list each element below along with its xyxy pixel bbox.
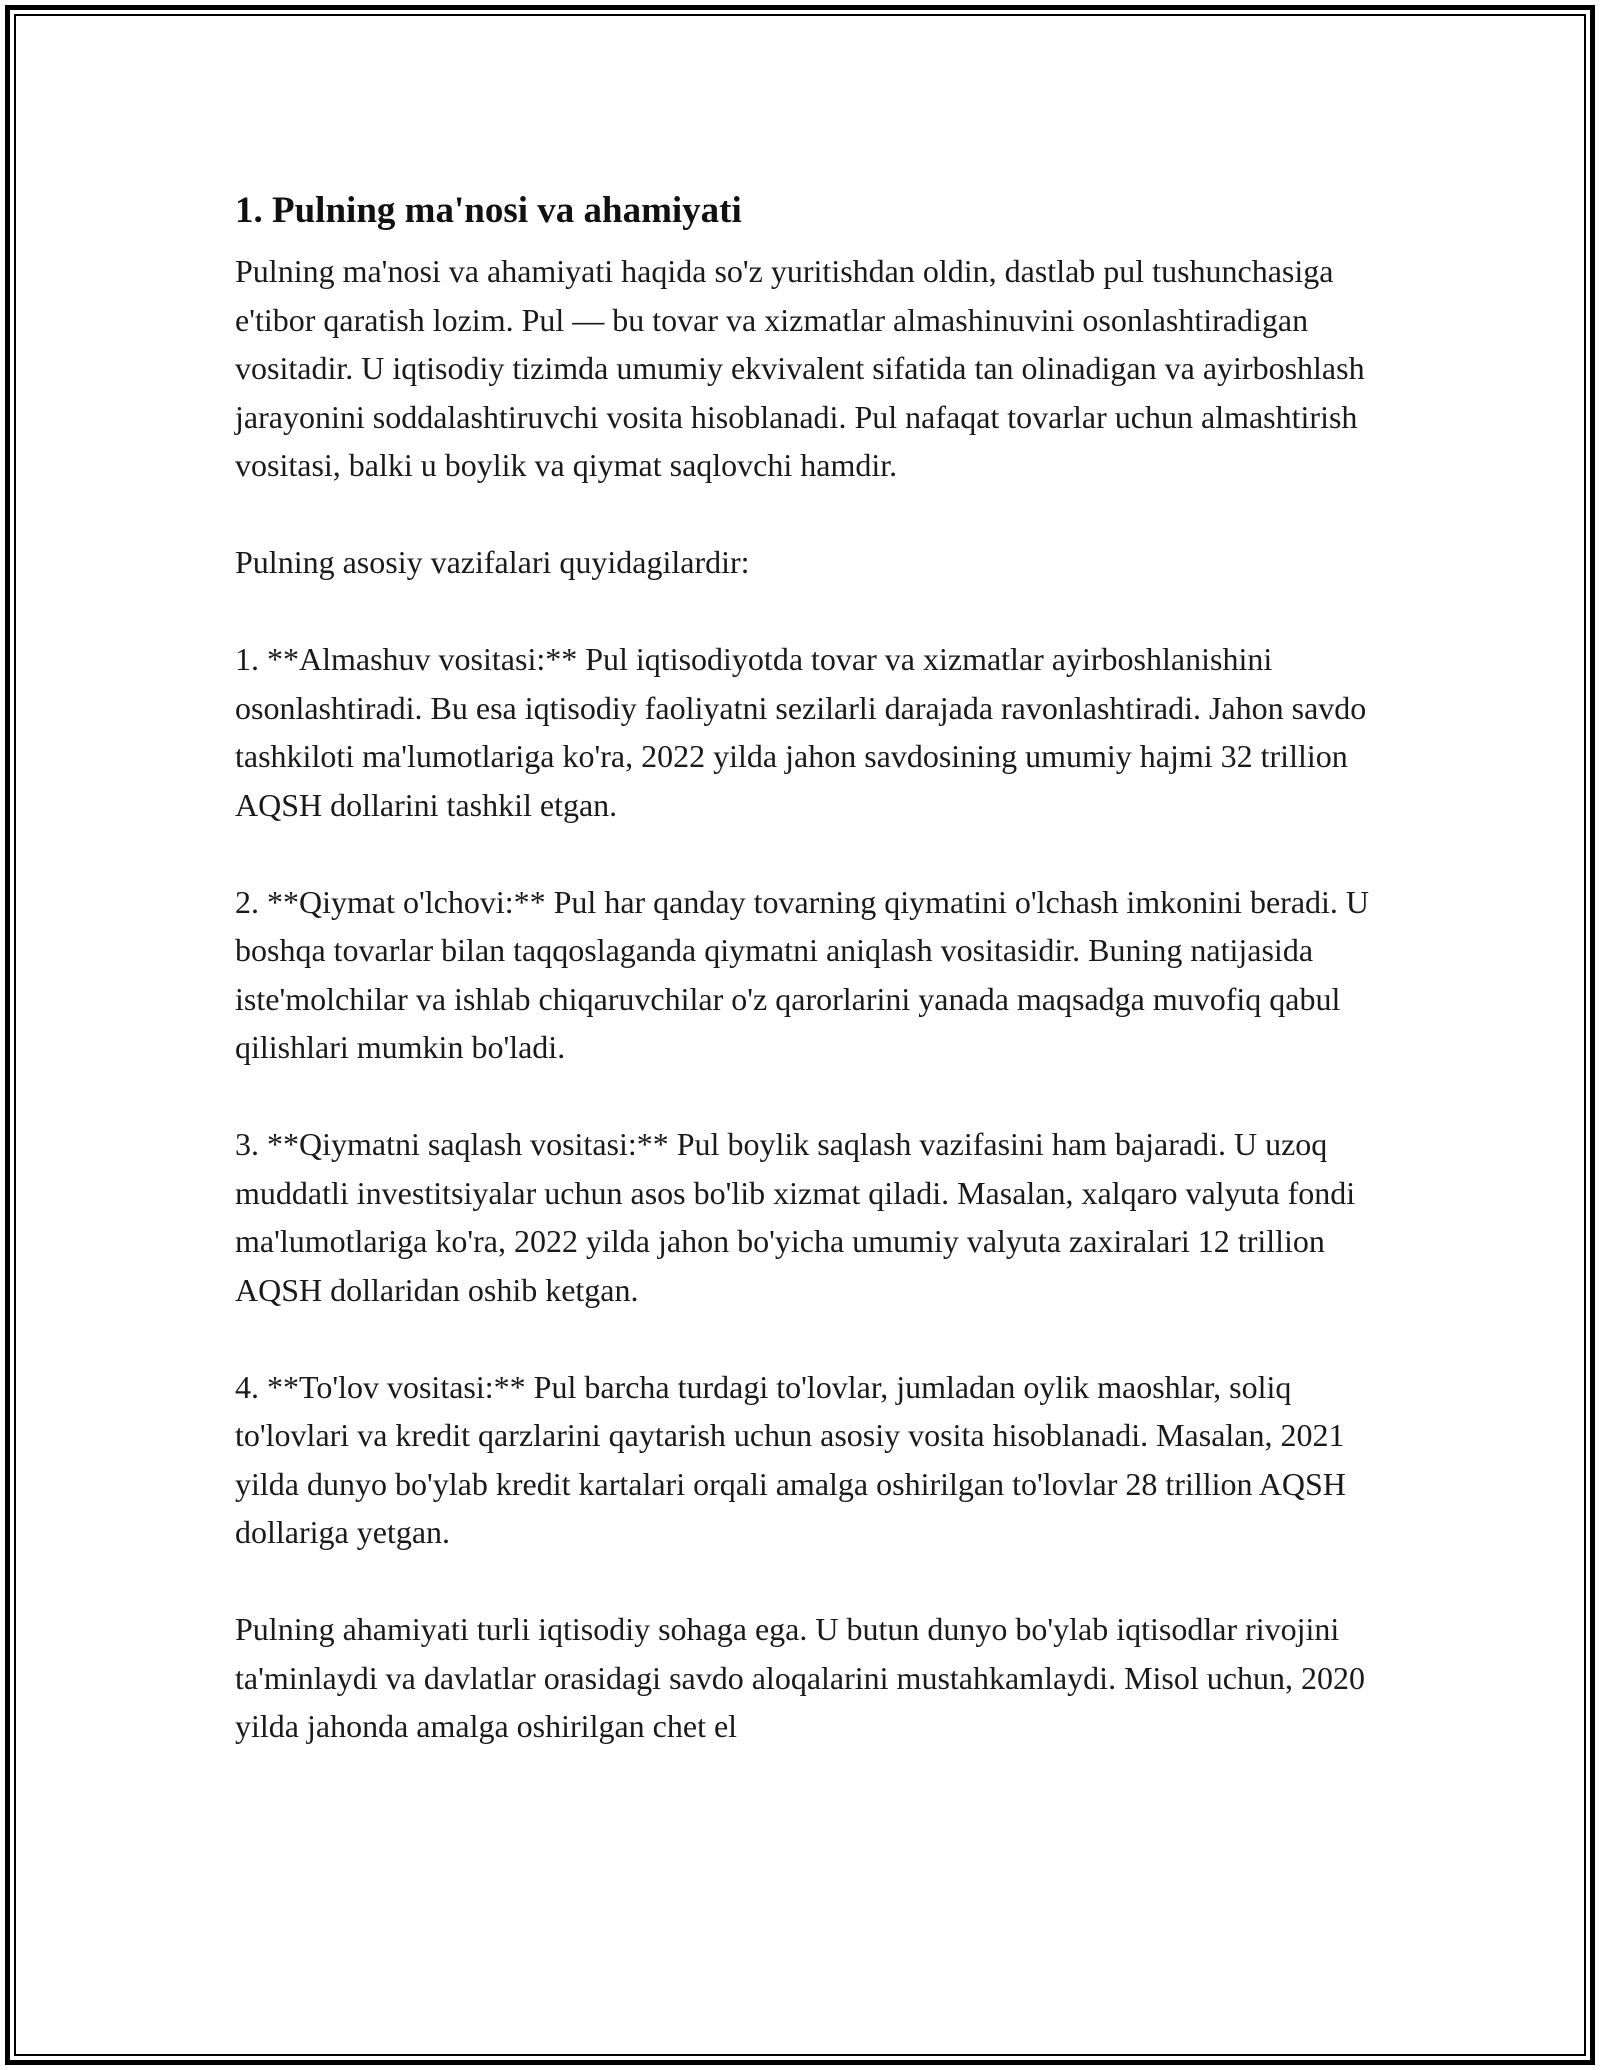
paragraph-importance: Pulning ahamiyati turli iqtisodiy sohaga ega. U butun dunyo bo'ylab iqtisodlar rivojini ta'minlaydi va davlatlar orasidagi savdo aloqalarini mustahkamlaydi. Misol uchun, 2020 yilda jahonda amalga oshirilgan chet el [235, 1611, 1365, 1744]
list-item-exchange: 1. **Almashuv vositasi:** Pul iqtisodiyotda tovar va xizmatlar ayirboshlanishini osonlashtiradi. Bu esa iqtisodiy faoliyatni sezilarli darajada ravonlashtiradi. Jahon savdo tashkiloti ma'lumotlariga ko'ra, 2022 yilda jahon savdosining umumiy hajmi 32 trillion AQSH dollarini tashkil etgan. [235, 641, 1367, 823]
document-body [235, 185, 1385, 1799]
section-heading: 1. Pulning ma'nosi va ahamiyati [235, 190, 742, 231]
list-item-store-of-value: 3. **Qiymatni saqlash vositasi:** Pul boylik saqlash vazifasini ham bajaradi. U uzoq muddatli investitsiyalar uchun asos bo'lib xizmat qiladi. Masalan, xalqaro valyuta fondi ma'lumotlariga ko'ra, 2022 yilda jahon bo'yicha umumiy valyuta zaxiralari 12 trillion AQSH dollaridan oshib ketgan. [235, 1126, 1356, 1308]
list-item-means-of-payment: 4. **To'lov vositasi:** Pul barcha turdagi to'lovlar, jumladan oylik maoshlar, soliq to'lovlari va kredit qarzlarini qaytarish uchun asosiy vosita hisoblanadi. Masalan, 2021 yilda dunyo bo'ylab kredit kartalari orqali amalga oshirilgan to'lovlar 28 trillion AQSH dollariga yetgan. [235, 1368, 1346, 1550]
paragraph-functions-lead: Pulning asosiy vazifalari quyidagilardir: [235, 544, 750, 580]
list-item-measure-of-value: 2. **Qiymat o'lchovi:** Pul har qanday tovarning qiymatini o'lchash imkonini beradi. U boshqa tovarlar bilan taqqoslaganda qiymatni aniqlash vositasidir. Buning natijasida iste'molchilar va ishlab chiqaruvchilar o'z qarorlarini yanada maqsadga muvofiq qabul qilishlari mumkin bo'ladi. [235, 883, 1370, 1065]
paragraph-intro: Pulning ma'nosi va ahamiyati haqida so'z yuritishdan oldin, dastlab pul tushunchasiga e'tibor qaratish lozim. Pul — bu tovar va xizmatlar almashinuvini osonlashtiradigan vositadir. U iqtisodiy tizimda umumiy ekvivalent sifatida tan olinadigan va ayirboshlash jarayonini soddalashtiruvchi vosita hisoblanadi. Pul nafaqat tovarlar uchun almashtirish vositasi, balki u boylik va qiymat saqlovchi hamdir. [235, 253, 1365, 483]
